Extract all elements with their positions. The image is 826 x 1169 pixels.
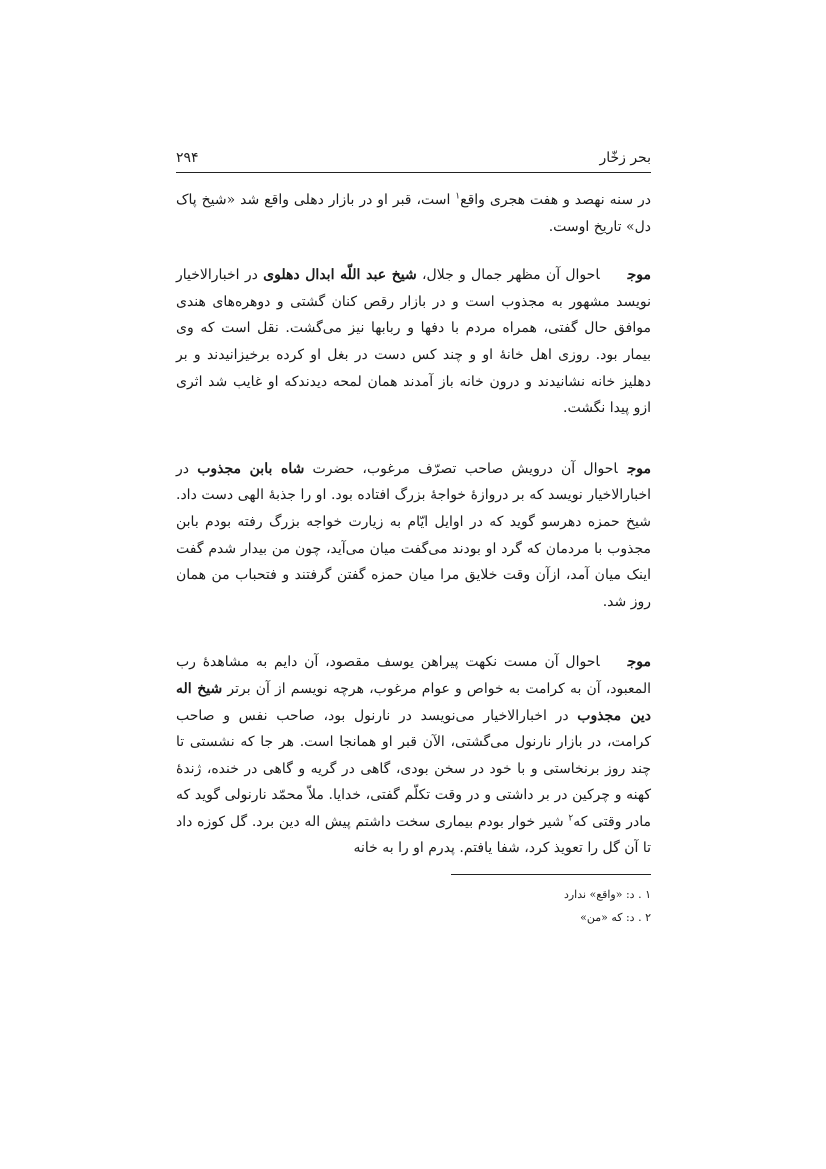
paragraph-3: [176, 456, 651, 616]
footnote-marker: ۲: [568, 813, 574, 824]
paragraph-1: [176, 187, 651, 240]
paragraph-text: شیر خوار بودم بیماری سخت داشتم پیش اله دین برد. گل کوزه داد تا آن گل را تعویذ کرد، شفا یافتم. پدرم او را به خانه: [176, 813, 651, 857]
person-name: شاه بابن مجذوب: [197, 460, 305, 477]
paragraph-text: است، قبر او در بازار دهلی واقع شد «شیخ پاک دل» تاریخ اوست.: [176, 192, 651, 235]
footnote-2: ۲ . د: که «من»: [580, 911, 651, 925]
section-marker: موج: [627, 267, 651, 284]
page-number: ۲۹۴: [176, 150, 199, 166]
section-marker: موج: [627, 654, 651, 671]
person-name: شیخ عبد اللّه ابدال دهلوی: [263, 267, 417, 284]
page: [176, 140, 651, 929]
running-title: بحر زخّار: [599, 150, 651, 166]
paragraph-text: در اخبارالاخیار می‌نویسد در نارنول بود، صاحب نفس و صاحب کرامت، در بازار نارنول می‌گشتی، الآن قبر او همانجا است. هر جا که نشستی تا چند روز برنخاستی و با خود در سخن بودی، گاهی در گریه و گاهی در خنده، ژندهٔ کهنه و چرکین در بر داشتی و در وقت تکلّم گفتی، خدایا. ملاّ محمّد نارنولی گوید که مادر وقتی که: [176, 707, 651, 830]
footnote-marker: ۱: [455, 191, 461, 202]
paragraph-text: در اخبارالاخیار نویسد مشهور به مجذوب است و در بازار رقص کنان گشتی و دوهره‌های هندی موافق حال گفتی، همراه مردم با دفها و ربابها نیز می‌گشت. نقل است که وی بیمار بود. روزی اهل خانهٔ او و چند کس دست در بغل او کرده برخیزانیدند و بر دهلیز خانه نشانیدند و درون خانه باز آمدند همان لمحه دیدندکه او غایب شد اثری ازو پیدا نگشت.: [176, 267, 651, 417]
paragraph-2: [176, 262, 651, 422]
footnote-1: ۱ . د: «واقع» ندارد: [563, 888, 651, 902]
page-header: [176, 140, 651, 173]
footnotes: [176, 883, 651, 929]
person-name: شیخ اله دین مجذوب: [176, 680, 651, 724]
paragraph-text: در اخبارالاخیار نویسد که بر دروازهٔ خواجهٔ بزرگ افتاده بود. او را جذبهٔ الهی دست داد. شیخ حمزه دهرسو گوید که در اوایل ایّام به زیارت خواجه بزرگ رفته بودم بابن مجذوب با مردمان که گرد او بودند می‌گفت میان می‌آید، چون من بیدار شدم گفت اینک میان آمد، ازآن وقت خلایق مرا میان حمزه گفتن گرفتند و فتحباب من همان روز شد.: [176, 460, 651, 610]
footnote-divider: [451, 874, 651, 875]
section-marker: موج: [627, 460, 651, 477]
paragraph-text: در سنه نهصد و هفت هجری واقع: [460, 192, 651, 208]
paragraph-4: [176, 649, 651, 862]
paragraph-text: احوال آن درویش صاحب تصرّف مرغوب، حضرت: [304, 460, 618, 477]
paragraph-text: احوال آن مظهر جمال و جلال،: [416, 267, 600, 284]
paragraph-text: احوال آن مست نکهت پیراهن یوسف مقصود، آن دایم به مشاهدهٔ رب المعبود، آن به کرامت به خواص و عوام مرغوب، هرچه نویسم از آن برتر: [176, 654, 652, 697]
